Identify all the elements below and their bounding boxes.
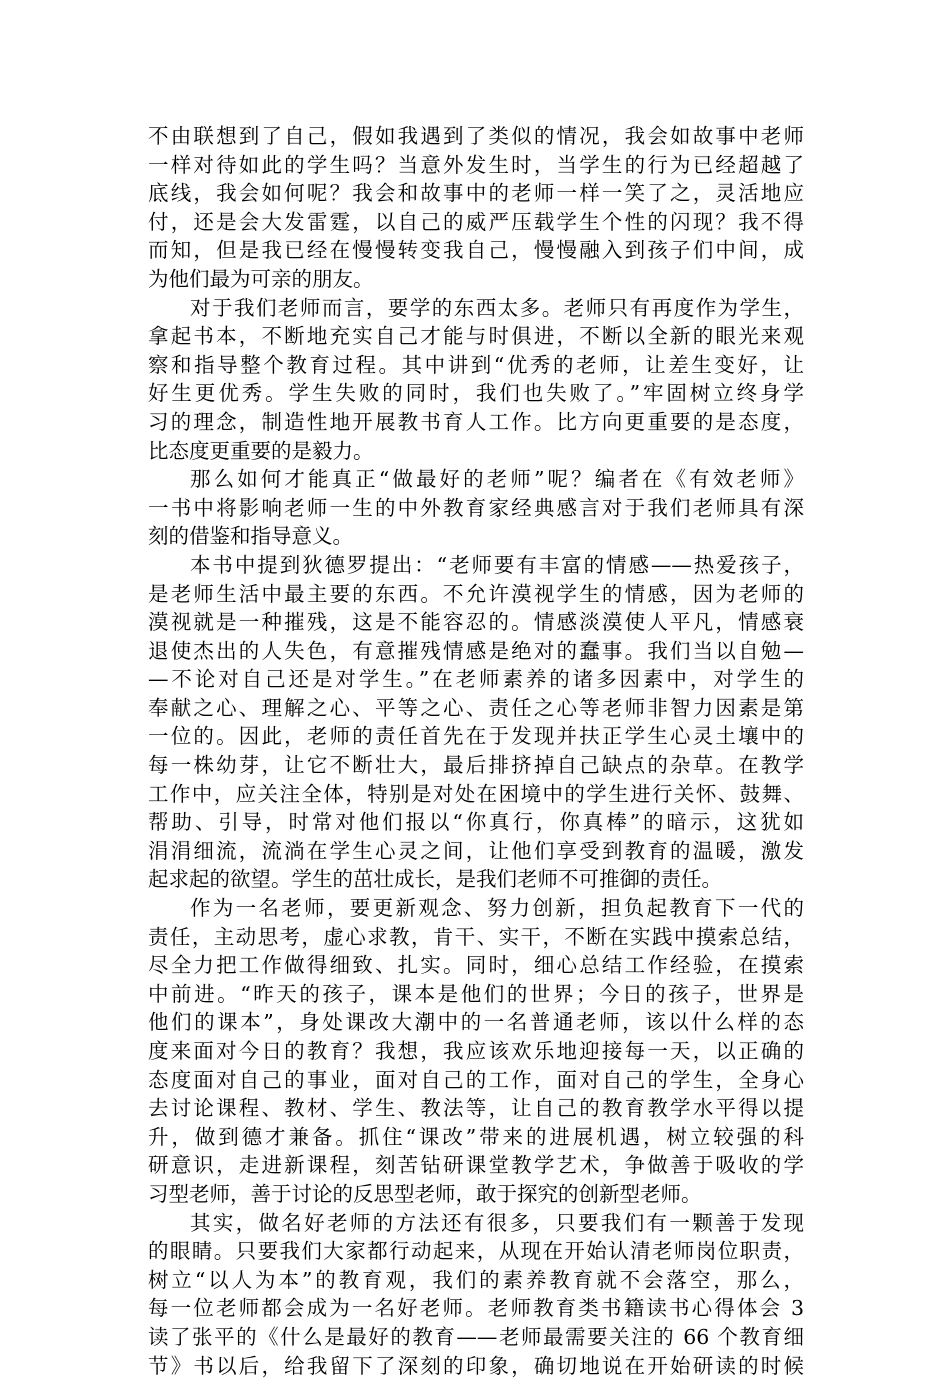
text-line: 其实，做名好老师的方法还有很多，只要我们有一颗善于发现 [190,1210,804,1235]
text-line: 中前进。“昨天的孩子，课本是他们的世界；今日的孩子，世界是 [148,981,804,1006]
text-line: 比态度更重要的是毅力。 [148,438,374,463]
text-line: 是老师生活中最主要的东西。不允许漠视学生的情感，因为老师的 [148,581,804,606]
text-line: 度来面对今日的教育？我想，我应该欢乐地迎接每一天，以正确的 [148,1039,804,1063]
text-line: 漠视就是一种摧残，这是不能容忍的。情感淡漠使人平凡，情感衰 [148,610,804,635]
text-line: 察和指导整个教育过程。其中讲到“优秀的老师，让差生变好，让 [148,352,804,377]
text-line: 一样对待如此的学生吗？当意外发生时，当学生的行为已经超越了 [148,152,804,177]
text-line: 对于我们老师而言，要学的东西太多。老师只有再度作为学生， [190,295,804,320]
text-line: 尽全力把工作做得细致、扎实。同时，细心总结工作经验，在摸索 [148,953,804,978]
text-line: 拿起书本，不断地充实自己才能与时俱进，不断以全新的眼光来观 [148,324,804,349]
text-line: 工作中，应关注全体，特别是对处在困境中的学生进行关怀、鼓舞、 [148,781,804,806]
text-line: 那么如何才能真正“做最好的老师”呢？编者在《有效老师》 [190,467,804,492]
text-line: 作为一名老师，要更新观念、努力创新，担负起教育下一代的 [190,896,804,921]
text-line: 奉献之心、理解之心、平等之心、责任之心等老师非智力因素是第 [148,695,804,720]
text-line: 底线，我会如何呢？我会和故事中的老师一样一笑了之，灵活地应 [148,181,804,206]
text-line: 涓涓细流，流淌在学生心灵之间，让他们享受到教育的温暖，激发 [148,838,804,863]
document-body-text [148,122,804,1380]
text-line: 研意识，走进新课程，刻苦钻研课堂教学艺术，争做善于吸收的学 [148,1153,804,1178]
text-line: 不由联想到了自己，假如我遇到了类似的情况，我会如故事中老师 [148,124,804,148]
text-line: 节》书以后，给我留下了深刻的印象，确切地说在开始研读的时候 [148,1353,804,1378]
text-line: 他们的课本”，身处课改大潮中的一名普通老师，该以什么样的态 [148,1010,804,1035]
text-line: 退使杰出的人失色，有意摧残情感是绝对的蠢事。我们当以自勉— [148,638,804,663]
text-line: 习的理念，制造性地开展教书育人工作。比方向更重要的是态度， [148,409,804,434]
text-line: 态度面对自己的事业，面对自己的工作，面对自己的学生，全身心 [148,1067,804,1092]
text-line: 帮助、引导，时常对他们报以“你真行，你真棒”的暗示，这犹如 [148,810,804,835]
text-line: 的眼睛。只要我们大家都行动起来，从现在开始认清老师岗位职责， [148,1239,804,1264]
text-line: 升，做到德才兼备。抓住“课改”带来的进展机遇，树立较强的科 [148,1124,804,1149]
text-line: 好生更优秀。学生失败的同时，我们也失败了。”牢固树立终身学 [148,381,804,406]
text-line: 责任，主动思考，虚心求教，肯干、实干，不断在实践中摸索总结， [148,924,804,949]
text-line: 一书中将影响老师一生的中外教育家经典感言对于我们老师具有深 [148,495,804,520]
text-line: 起求起的欲望。学生的茁壮成长，是我们老师不可推御的责任。 [148,867,722,892]
text-line: 而知，但是我已经在慢慢转变我自己，慢慢融入到孩子们中间，成 [148,238,804,263]
text-line: 刻的借鉴和指导意义。 [148,524,353,549]
text-line: 每一株幼芽，让它不断壮大，最后排挤掉自己缺点的杂草。在教学 [148,753,804,778]
text-line: 付，还是会大发雷霆，以自己的威严压载学生个性的闪现？我不得 [148,209,804,234]
text-line: 去讨论课程、教材、学生、教法等，让自己的教育教学水平得以提 [148,1096,804,1121]
text-line: —不论对自己还是对学生。”在老师素养的诸多因素中，对学生的 [148,667,804,692]
text-line: 每一位老师都会成为一名好老师。老师教育类书籍读书心得体会 3 [148,1296,804,1321]
text-line: 一位的。因此，老师的责任首先在于发现并扶正学生心灵土壤中的 [148,724,804,749]
text-line: 习型老师，善于讨论的反思型老师，敢于探究的创新型老师。 [148,1181,702,1206]
text-line: 读了张平的《什么是最好的教育——老师最需要关注的 66 个教育细 [148,1324,804,1349]
text-line: 树立“以人为本”的教育观，我们的素养教育就不会落空，那么， [148,1267,804,1292]
text-line: 为他们最为可亲的朋友。 [148,266,374,291]
text-line: 本书中提到狄德罗提出：“老师要有丰富的情感——热爱孩子， [190,552,804,577]
